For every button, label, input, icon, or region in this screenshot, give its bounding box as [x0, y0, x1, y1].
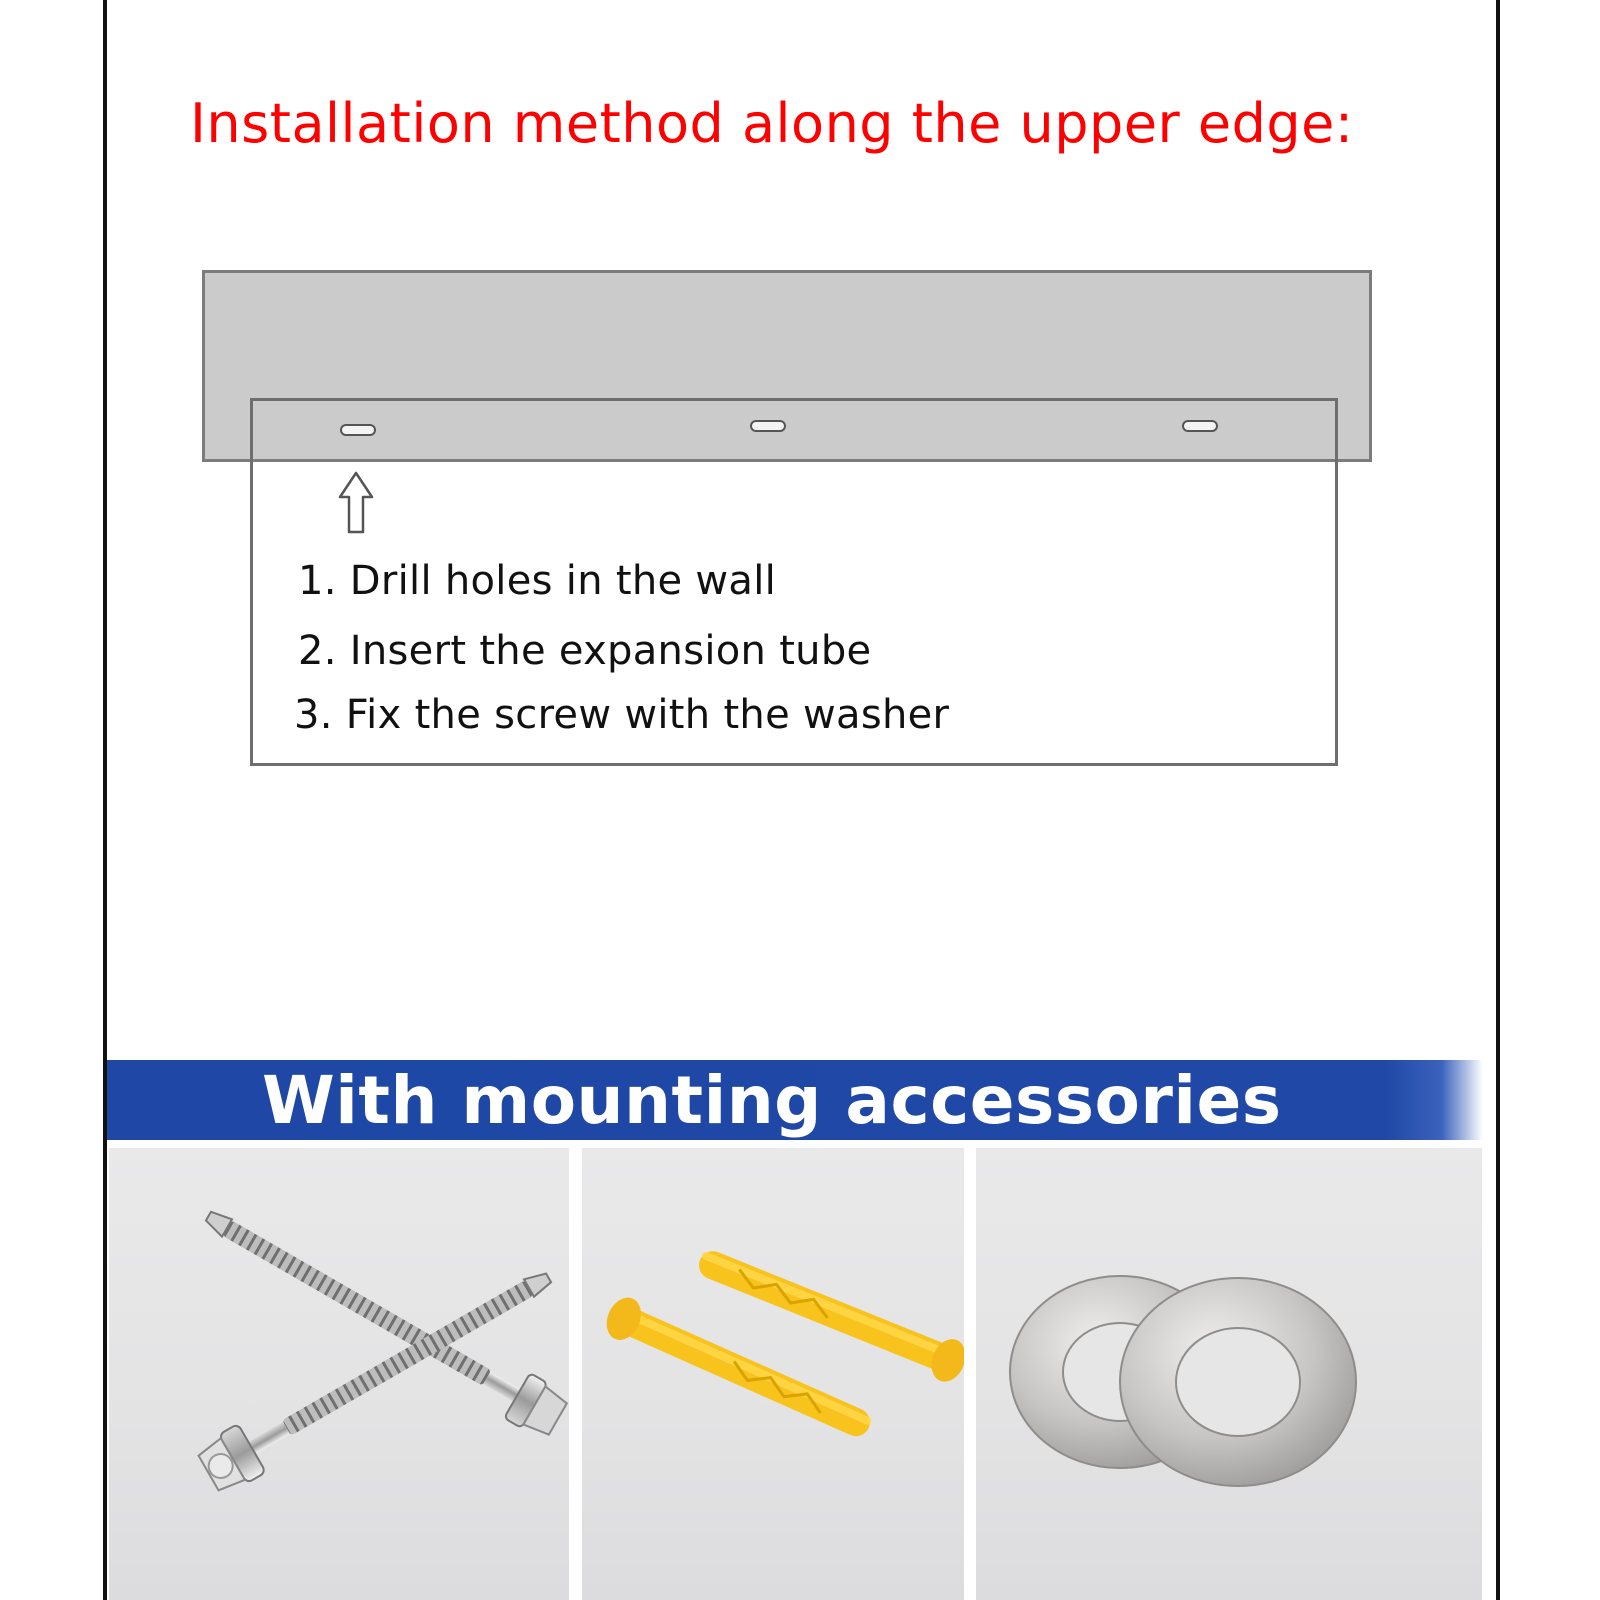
- screw-icon: [109, 1148, 569, 1600]
- arrow-up-icon: [336, 470, 376, 536]
- frame-right-border: [1496, 0, 1500, 1600]
- washer-icon: [976, 1148, 1482, 1600]
- mounting-slot-left: [340, 424, 376, 436]
- banner-title: With mounting accessories: [262, 1062, 1282, 1139]
- mounting-slot-center: [750, 420, 786, 432]
- accessories-banner: [107, 1060, 1483, 1140]
- photo-screws: [109, 1148, 569, 1600]
- photo-expansion-tubes: [582, 1148, 964, 1600]
- step-insert-tube: 2. Insert the expansion tube: [298, 628, 872, 674]
- step-fix-screw: 3. Fix the screw with the washer: [294, 692, 950, 738]
- anchor-icon: [582, 1148, 964, 1600]
- photo-washers: [976, 1148, 1482, 1600]
- mounting-slot-right: [1182, 420, 1218, 432]
- frame-left-border: [103, 0, 107, 1600]
- step-drill-holes: 1. Drill holes in the wall: [298, 558, 777, 604]
- page-title: Installation method along the upper edge:: [190, 92, 1354, 155]
